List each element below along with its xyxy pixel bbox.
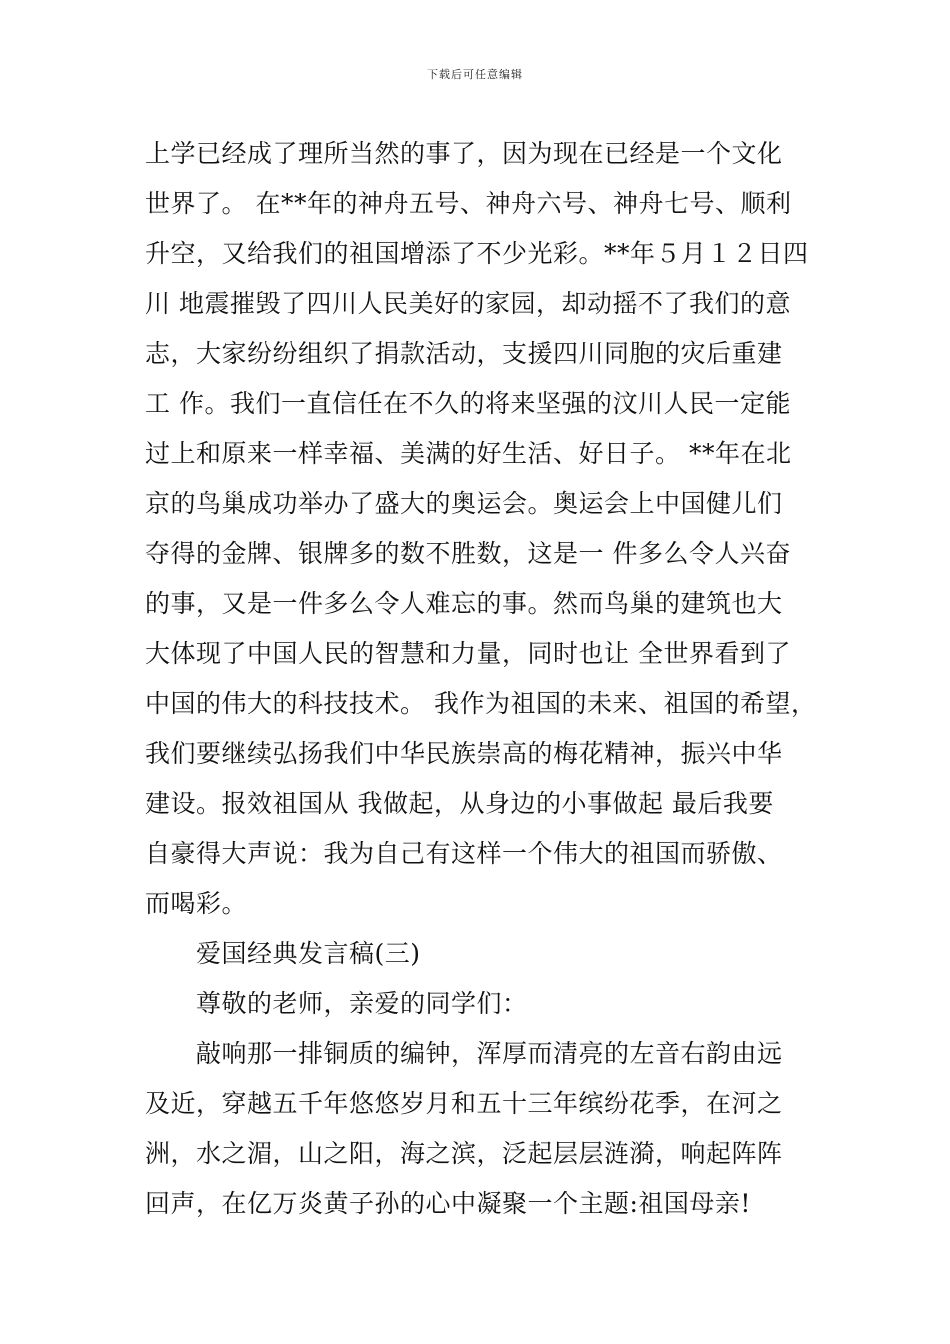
body-line: 大体现了中国人民的智慧和力量，同时也让 全世界看到了 xyxy=(145,639,791,668)
paragraph-line: 洲，水之湄，山之阳，海之滨，泛起层层涟漪，响起阵阵 xyxy=(145,1139,783,1168)
body-line: 中国的伟大的科技技术。 我作为祖国的未来、祖国的希望， xyxy=(145,689,817,718)
body-line: 过上和原来一样幸福、美满的好生活、好日子。 **年在北 xyxy=(145,439,792,468)
body-line: 我们要继续弘扬我们中华民族崇高的梅花精神，振兴中华 xyxy=(145,739,783,768)
paragraph-line: 及近，穿越五千年悠悠岁月和五十三年缤纷花季，在河之 xyxy=(145,1089,783,1118)
body-line: 而喝彩。 xyxy=(145,889,248,918)
body-line: 升空，又给我们的祖国增添了不少光彩。**年５月１２日四 xyxy=(145,239,809,268)
body-line: 夺得的金牌、银牌多的数不胜数，这是一 件多么令人兴奋 xyxy=(145,539,791,568)
body-line: 的事，又是一件多么令人难忘的事。然而鸟巢的建筑也大 xyxy=(145,589,783,618)
paragraph-line: 敲响那一排铜质的编钟，浑厚而清亮的左音右韵由远 xyxy=(196,1039,783,1068)
body-line: 京的鸟巢成功举办了盛大的奥运会。奥运会上中国健儿们 xyxy=(145,489,783,518)
section-title: 爱国经典发言稿(三) xyxy=(196,939,421,968)
body-line: 世界了。 在**年的神舟五号、神舟六号、神舟七号、顺利 xyxy=(145,189,792,218)
body-line: 上学已经成了理所当然的事了，因为现在已经是一个文化 xyxy=(145,139,783,168)
body-line: 志，大家纷纷组织了捐款活动，支援四川同胞的灾后重建 xyxy=(145,339,783,368)
body-line: 自豪得大声说：我为自己有这样一个伟大的祖国而骄傲、 xyxy=(145,839,783,868)
body-line: 川 地震摧毁了四川人民美好的家园，却动摇不了我们的意 xyxy=(145,289,791,318)
body-line: 工 作。我们一直信任在不久的将来坚强的汶川人民一定能 xyxy=(145,389,791,418)
page-header: 下载后可任意编辑 xyxy=(427,68,523,81)
body-line: 建设。报效祖国从 我做起，从身边的小事做起 最后我要 xyxy=(145,789,774,818)
salutation: 尊敬的老师，亲爱的同学们： xyxy=(196,989,528,1018)
paragraph-line: 回声，在亿万炎黄子孙的心中凝聚一个主题:祖国母亲! xyxy=(145,1189,751,1218)
